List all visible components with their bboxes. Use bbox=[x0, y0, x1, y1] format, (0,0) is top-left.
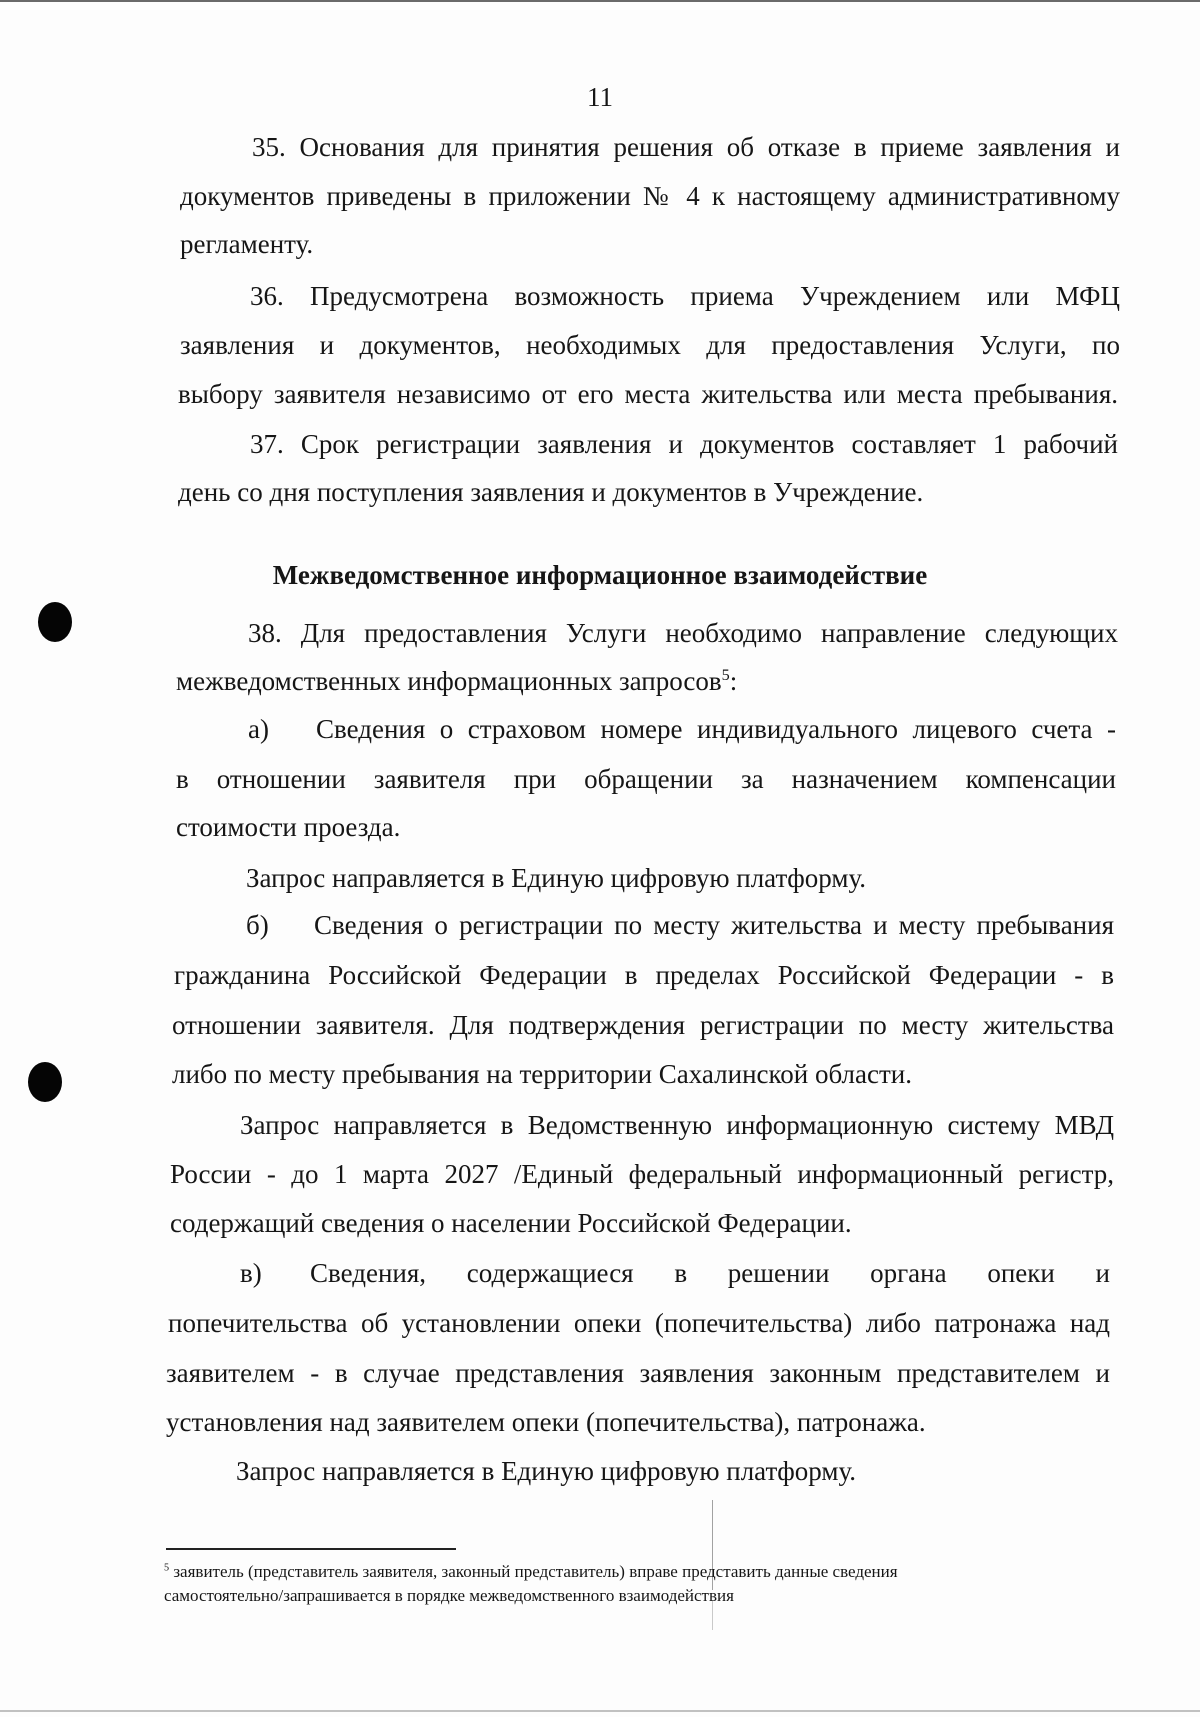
item-a-line-3: стоимости проезда. bbox=[176, 812, 401, 842]
item-v-request: Запрос направляется в Единую цифровую платформу. bbox=[236, 1456, 856, 1486]
paragraph-38-line-2 bbox=[176, 668, 737, 695]
item-b-line-1: Сведения о регистрации по месту жительства и месту пребывания bbox=[314, 910, 1114, 940]
item-a-line-2: в отношении заявителя при обращении за назначением компенсации bbox=[176, 764, 1116, 794]
footnote-text: заявитель (представитель заявителя, законный представитель) вправе представить данные сведения bbox=[169, 1562, 898, 1581]
paragraph-35-line-2: документов приведены в приложении № 4 к настоящему административному bbox=[180, 181, 1120, 211]
item-b-request-line-3: содержащий сведения о населении Российской Федерации. bbox=[170, 1208, 852, 1238]
paragraph-35-line-1: 35. Основания для принятия решения об отказе в приеме заявления и bbox=[252, 132, 1120, 162]
paragraph-36-line-1: 36. Предусмотрена возможность приема Учреждением или МФЦ bbox=[250, 281, 1120, 311]
paragraph-37-line-1: 37. Срок регистрации заявления и документов составляет 1 рабочий bbox=[250, 429, 1118, 459]
item-a-line-1: Сведения о страховом номере индивидуального лицевого счета - bbox=[316, 714, 1116, 744]
item-v-line-3: заявителем - в случае представления заявления законным представителем и bbox=[166, 1358, 1110, 1388]
item-b-line-2: гражданина Российской Федерации в пределах Российской Федерации - в bbox=[174, 960, 1114, 990]
section-heading: Межведомственное информационное взаимодействие bbox=[272, 560, 928, 590]
item-b-line-4: либо по месту пребывания на территории Сахалинской области. bbox=[172, 1059, 912, 1089]
item-b-request-line-1: Запрос направляется в Ведомственную информационную систему МВД bbox=[240, 1110, 1114, 1140]
item-v-line-2: попечительства об установлении опеки (попечительства) либо патронажа над bbox=[168, 1308, 1110, 1338]
scan-edge-top bbox=[0, 0, 1200, 2]
paragraph-35-line-3: регламенту. bbox=[180, 229, 314, 259]
item-b-request-line-2: России - до 1 марта 2027 /Единый федеральный информационный регистр, bbox=[170, 1159, 1114, 1189]
paragraph-36-line-2: заявления и документов, необходимых для предоставления Услуги, по bbox=[180, 330, 1120, 360]
paragraph-38-colon: : bbox=[729, 666, 738, 696]
footnote-separator bbox=[166, 1548, 456, 1550]
footnote-mark: 5 bbox=[164, 1562, 170, 1574]
scan-edge-bottom bbox=[0, 1710, 1200, 1712]
item-v-marker: в) bbox=[240, 1258, 262, 1288]
item-v-line-1: Сведения, содержащиеся в решении органа опеки и bbox=[310, 1258, 1110, 1288]
footnote-line-2: самостоятельно/запрашивается в порядке межведомственного взаимодействия bbox=[164, 1586, 734, 1605]
footnote-line-1 bbox=[164, 1563, 898, 1580]
punch-hole-upper bbox=[38, 602, 72, 642]
page-number: 11 bbox=[587, 82, 613, 112]
item-b-line-3: отношении заявителя. Для подтверждения регистрации по месту жительства bbox=[172, 1010, 1114, 1040]
paragraph-38-line-1: 38. Для предоставления Услуги необходимо направление следующих bbox=[248, 618, 1118, 648]
punch-hole-lower bbox=[28, 1062, 62, 1102]
item-b-marker: б) bbox=[246, 910, 269, 940]
paragraph-38-text: межведомственных информационных запросов bbox=[176, 666, 722, 696]
paragraph-36-line-3: выбору заявителя независимо от его места жительства или места пребывания. bbox=[178, 379, 1118, 409]
item-a-request: Запрос направляется в Единую цифровую платформу. bbox=[246, 863, 866, 893]
item-a-marker: а) bbox=[248, 714, 269, 744]
item-v-line-4: установления над заявителем опеки (попечительства), патронажа. bbox=[166, 1407, 926, 1437]
paragraph-37-line-2: день со дня поступления заявления и документов в Учреждение. bbox=[178, 477, 924, 507]
footnote-reference: 5 bbox=[721, 666, 730, 684]
